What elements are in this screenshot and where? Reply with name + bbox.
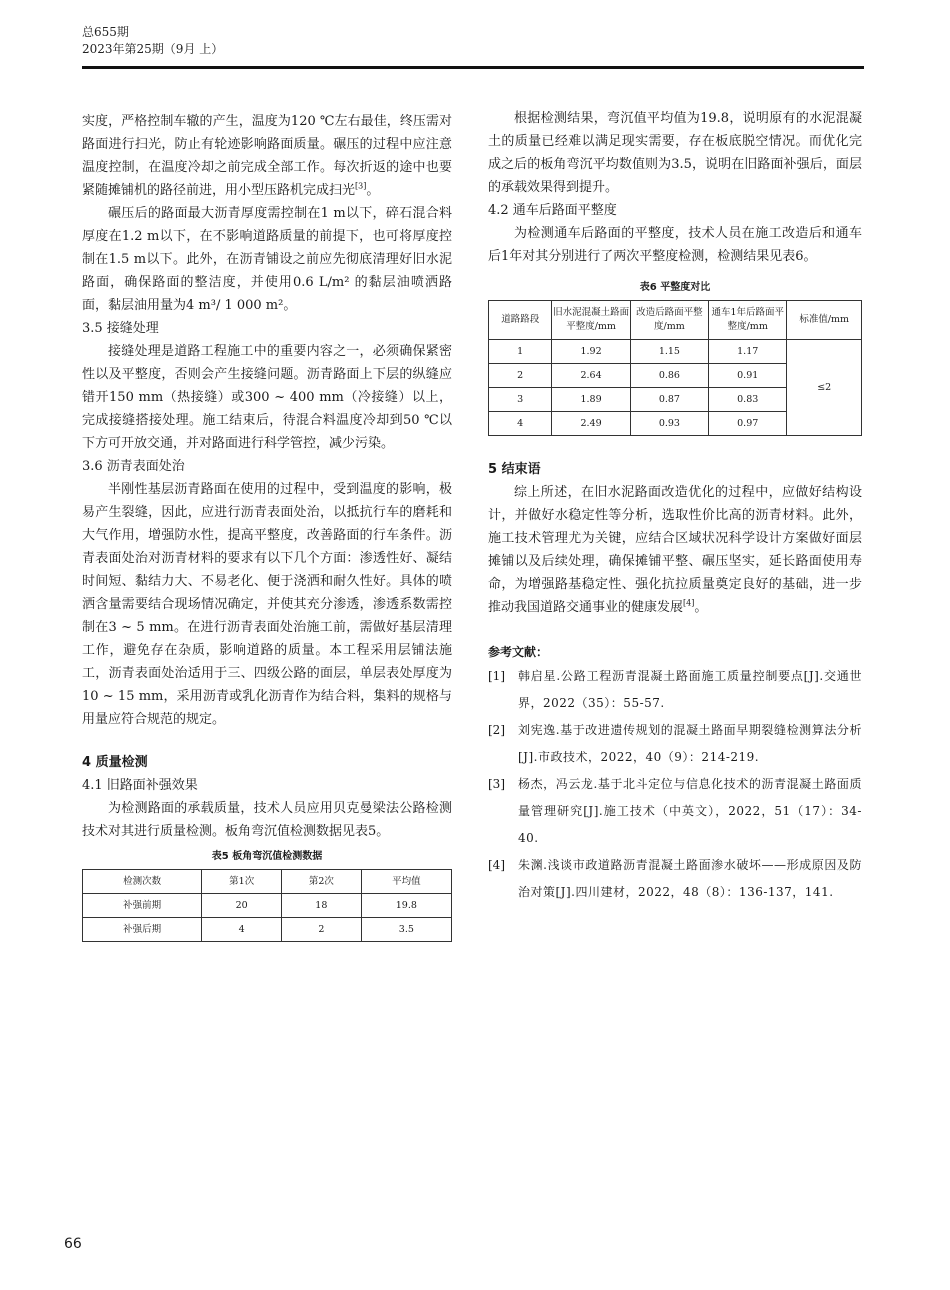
paragraph-beam-test: 为检测路面的承载质量，技术人员应用贝克曼梁法公路检测技术对其进行质量检测。板角弯沉值检测数据见表5。: [82, 801, 452, 839]
reference-item: [4] 朱渊.浅谈市政道路沥青混凝土路面渗水破坏——形成原因及防治对策[J].四川建材，2022，48（8）：136-137，141.: [488, 858, 862, 899]
paragraph-deflection-result: 根据检测结果，弯沉值平均值为19.8，说明原有的水泥混凝土的质量已经难以满足现实需要，存在板底脱空情况。而优化完成之后的板角弯沉平均数值则为3.5，说明在旧路面补强后，面层的承载效果得到提升。: [488, 111, 862, 195]
table-row: 2 2.64 0.86 0.91: [489, 364, 862, 388]
table6: [488, 300, 862, 436]
table5-header: 平均值: [361, 870, 451, 894]
table5-caption: 表5 板角弯沉值检测数据: [211, 851, 323, 862]
reference-item: [1] 韩启星.公路工程沥青混凝土路面施工质量控制要点[J].交通世界，2022（35）：55-57.: [488, 669, 862, 710]
table5-header: 检测次数: [83, 870, 202, 894]
page-number: 66: [64, 1236, 82, 1252]
table6-caption: 表6 平整度对比: [639, 282, 711, 293]
page-header: [82, 24, 223, 58]
section-heading-5: 5 结束语: [488, 462, 541, 477]
table-row: 4 2.49 0.93 0.97: [489, 412, 862, 436]
table6-header: 改造后路面平整度/mm: [630, 301, 708, 340]
reference-item: [3] 杨杰，冯云龙.基于北斗定位与信息化技术的沥青混凝土路面质量管理研究[J].施工技术（中英文），2022，51（17）：34-40.: [488, 777, 862, 845]
table-row: 1 1.92 1.15 1.17 ≤2: [489, 340, 862, 364]
references-title: 参考文献：: [488, 645, 549, 659]
subheading-4-2: 4.2 通车后路面平整度: [488, 203, 617, 218]
paragraph-joint: 接缝处理是道路工程施工中的重要内容之一，必须确保紧密性以及平整度，否则会产生接缝问题。沥青路面上下层的纵缝应错开150 mm（热接缝）或300 ~ 400 mm（冷接缝）以上，完成接缝搭接处理。施工结束后，待混合料温度冷却到50 ℃以下方可开放交通，并对路面进行科学管控，减少污染。: [82, 344, 452, 451]
paragraph-conclusion: 综上所述，在旧水泥路面改造优化的过程中，应做好结构设计，并做好水稳定性等分析，选取性价比高的沥青材料。此外，施工技术管理尤为关键，应结合区域状况科学设计方案做好面层摊铺以及后续处理，确保摊铺平整、碾压坚实，延长路面使用寿命，为增强路基稳定性、强化抗拉质量奠定良好的基础，进一步推动我国道路交通事业的健康发展[4]。: [488, 485, 862, 615]
issue-total: 总655期: [82, 25, 129, 39]
citation-3: [3]: [355, 181, 367, 191]
table6-header: 道路路段: [489, 301, 552, 340]
table6-header: 旧水泥混凝土路面平整度/mm: [552, 301, 630, 340]
subheading-4-1: 4.1 旧路面补强效果: [82, 778, 198, 793]
paragraph-thickness: 碾压后的路面最大沥青厚度需控制在1 m以下，碎石混合料厚度在1.2 m以下，在不影响道路质量的前提下，也可将厚度控制在1.5 m以下。此外，在沥青铺设之前应先彻底清理好旧水泥路面，确保路面的整洁度，并使用0.6 L/m² 的黏层油喷洒路面，黏层油用量为4 m³/ 1 000 m²。: [82, 206, 452, 313]
citation-4: [4]: [683, 598, 695, 608]
issue-date: 2023年第25期（9月 上）: [82, 42, 224, 56]
table6-header: 标准值/mm: [787, 301, 862, 340]
table5: [82, 869, 452, 942]
right-column: [488, 107, 862, 906]
table5-header: 第2次: [282, 870, 362, 894]
reference-item: [2] 刘宪逸.基于改进遗传规划的混凝土路面早期裂缝检测算法分析[J].市政技术，2022，40（9）：214-219.: [488, 723, 862, 764]
table5-header: 第1次: [202, 870, 282, 894]
paragraph-surface-treatment: 半刚性基层沥青路面在使用的过程中，受到温度的影响，极易产生裂缝，因此，应进行沥青表面处治，以抵抗行车的磨耗和大气作用，增强防水性，提高平整度，改善路面的行车条件。沥青表面处治对沥青材料的要求有以下几个方面：渗透性好、凝结时间短、黏结力大、不易老化、便于浇洒和耐久性好。具体的喷洒含量需要结合现场情况确定，并使其充分渗透，渗透系数需控制在3 ~ 5 mm。在进行沥青表面处治施工前，需做好基层清理工作，避免存在杂质，影响道路的质量。本工程采用层铺法施工，沥青表面处治适用于三、四级公路的面层，单层表处厚度为10 ~ 15 mm，采用沥青或乳化沥青作为结合料，集料的规格与用量应符合规范的规定。: [82, 482, 452, 727]
table6-header: 通车1年后路面平整度/mm: [709, 301, 787, 340]
paragraph-compaction-end: 实度，严格控制车辙的产生，温度为120 ℃左右最佳，终压需对路面进行扫光，防止有轮迹影响路面质量。碾压的过程中应注意温度控制，在温度冷却之前完成全部工作。每次折返的途中也要紧随摊铺机的路径前进，用小型压路机完成扫光[3]。: [82, 114, 452, 198]
section-heading-4: 4 质量检测: [82, 755, 148, 770]
table-row: 3 1.89 0.87 0.83: [489, 388, 862, 412]
header-rule: [82, 66, 864, 69]
standard-value: ≤2: [787, 340, 862, 436]
paragraph-flatness: 为检测通车后路面的平整度，技术人员在施工改造后和通车后1年对其分别进行了两次平整度检测，检测结果见表6。: [488, 226, 862, 264]
table-row: 补强后期 4 2 3.5: [83, 918, 452, 942]
left-column: [82, 110, 452, 942]
table-row: 补强前期 20 18 19.8: [83, 894, 452, 918]
subheading-3-5: 3.5 接缝处理: [82, 321, 159, 336]
subheading-3-6: 3.6 沥青表面处治: [82, 459, 185, 474]
